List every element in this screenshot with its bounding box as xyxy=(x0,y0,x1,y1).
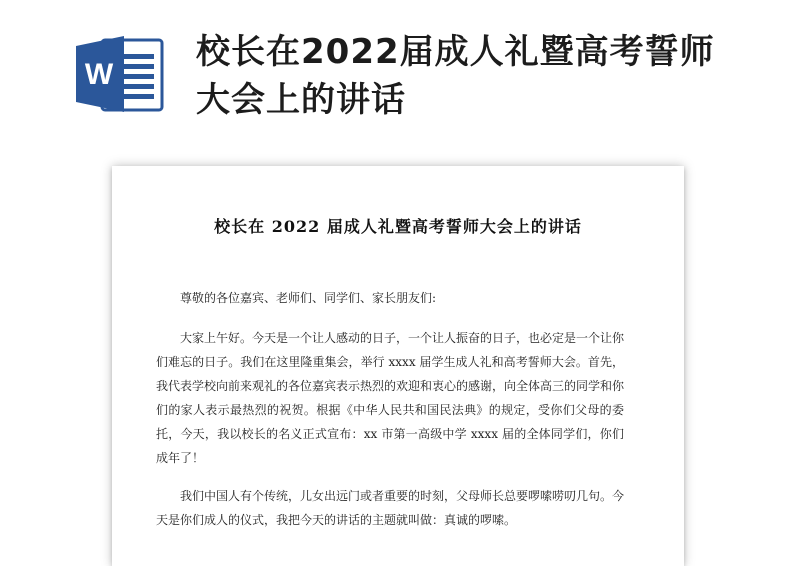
document-page xyxy=(112,166,684,566)
page-title: 校长在2022届成人礼暨高考誓师大会上的讲话 xyxy=(196,32,715,120)
paragraph-1: 大家上午好。今天是一个让人感动的日子，一个让人振奋的日子，也必定是一个让你们难忘的日子。我们在这里隆重集会，举行 xxxx 届学生成人礼和高考誓师大会。首先，我代表学校向前来观礼的各位嘉宾表示热烈的欢迎和衷心的感谢，向全体高三的同学和你们的家人表示最热烈的祝贺。根据《中华人民共和国民法典》的规定，受你们父母的委托，今天，我以校长的名义正式宣布：xx 市第一高级中学 xxxx 届的全体同学们，你们成年了！ xyxy=(156,331,625,465)
word-document-icon xyxy=(76,32,166,116)
document-title: 校长在 2022 届成人礼暨高考誓师大会上的讲话 xyxy=(214,217,582,236)
paragraph-2: 我们中国人有个传统，儿女出远门或者重要的时刻，父母师长总要啰嗦唠叨几句。今天是你们成人的仪式，我把今天的讲话的主题就叫做：真诚的啰嗦。 xyxy=(156,489,625,527)
header-banner xyxy=(0,0,800,150)
word-icon-letter: W xyxy=(84,58,114,91)
document-body xyxy=(156,286,624,546)
salutation: 尊敬的各位嘉宾、老师们、同学们、家长朋友们: xyxy=(180,291,437,305)
